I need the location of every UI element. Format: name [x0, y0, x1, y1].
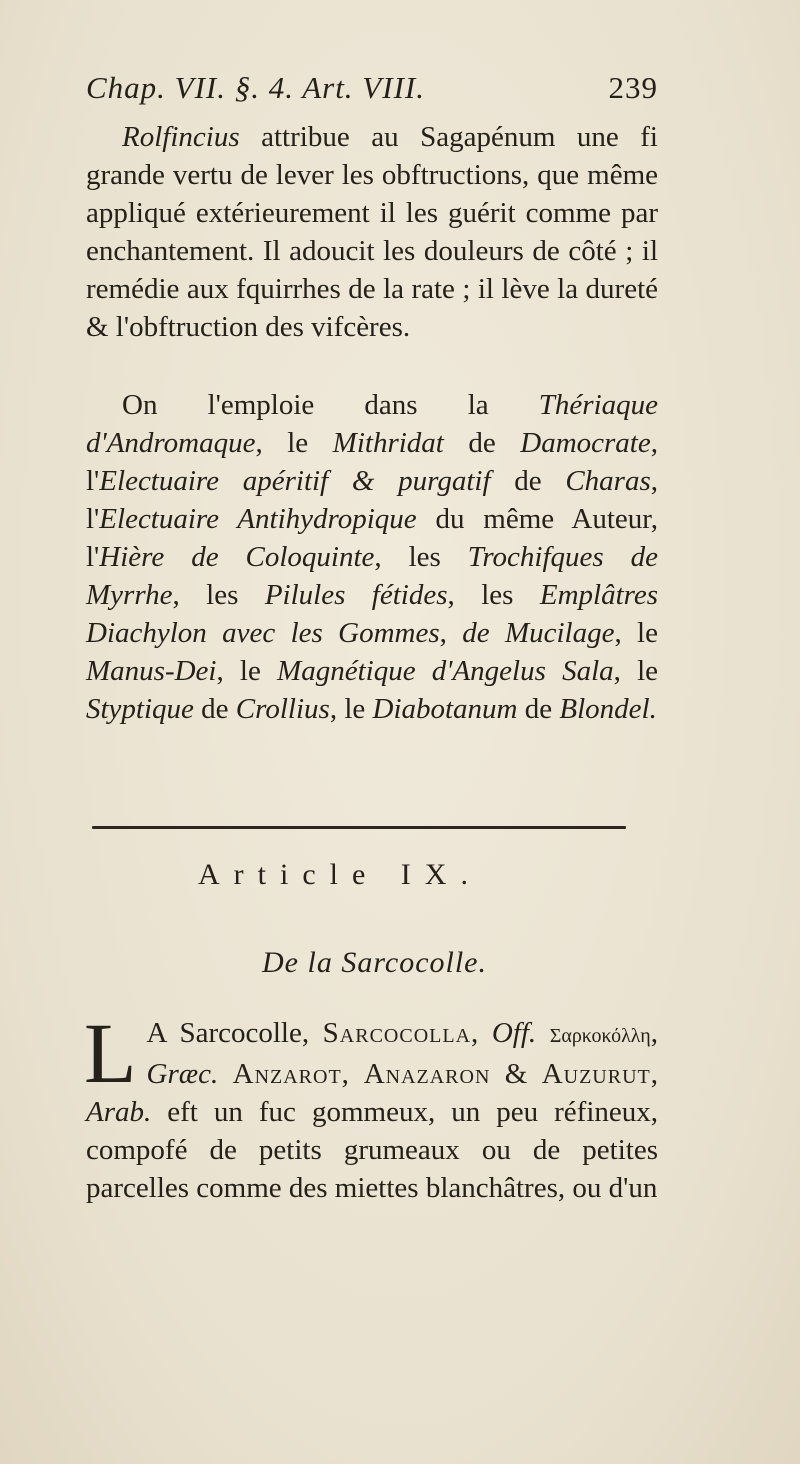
paragraph-text: attribue au Sagapénum une fi grande vertu de lever les obftructions, que même appliqué extérieurement il les guérit comme par enchantement. Il adoucit les douleurs de côté ; il remédie aux fquirrhes de la rate ; il lève la dureté & l'obftruction des vifcères.	[86, 121, 658, 343]
text-run: de	[193, 693, 236, 725]
arabic-name: Anzarot, Anazaron	[232, 1058, 491, 1090]
preparation-name: de Mucilage	[462, 617, 615, 649]
preparation-name: Thériaque d'Andromaque	[86, 389, 658, 459]
author-name: Damocrate	[520, 427, 651, 459]
text-run: &	[490, 1058, 542, 1090]
header-title: Chap. VII. §. 4. Art. VIII.	[86, 70, 425, 105]
author-name: Blondel.	[559, 693, 657, 725]
text-run: de	[490, 465, 566, 497]
preparation-name: Magnétique d'Angelus Sala	[277, 655, 614, 687]
text-run: ,	[471, 1017, 492, 1049]
article-subtitle: De la Sarcocolle.	[262, 946, 487, 979]
drop-cap: L	[84, 1005, 137, 1101]
preparation-name: Pilules fétides	[264, 579, 448, 611]
text-run: , le	[614, 617, 658, 649]
paragraph-rolfincius	[86, 118, 658, 346]
preparation-name: Electuaire apéritif & purgatif	[99, 465, 491, 497]
text-run	[536, 1017, 550, 1049]
article-heading: Article IX.	[198, 858, 482, 891]
text-run	[218, 1058, 232, 1090]
preparation-name: Manus-Dei	[86, 655, 217, 687]
section-divider	[92, 826, 626, 829]
text-run: , le	[329, 693, 373, 725]
author-name: Crollius	[235, 693, 330, 725]
running-header	[86, 70, 658, 114]
preparation-name: Emplâtres Diachylon avec les Gommes	[86, 579, 658, 649]
latin-name: Sarcocolla	[322, 1017, 472, 1049]
text-run: , l'	[86, 427, 658, 497]
paragraph-preparations	[86, 386, 658, 728]
text-run: de	[517, 693, 560, 725]
author-name: Charas	[565, 465, 651, 497]
abbreviation: Arab.	[86, 1096, 152, 1128]
text-run: On l'emploie dans la	[122, 389, 539, 421]
text-run: ,	[650, 1017, 659, 1049]
text-run: , le	[255, 427, 333, 459]
text-run: du même Auteur, l'	[86, 503, 659, 573]
paragraph-sarcocolle	[84, 1005, 659, 1207]
greek-name: Σαρκοκόλλη	[549, 1025, 651, 1047]
text-run: , l'	[86, 465, 658, 535]
preparation-name: Mithridat	[332, 427, 444, 459]
text-run: ,	[439, 617, 463, 649]
page-number: 239	[608, 70, 658, 105]
abbreviation: Græc.	[146, 1058, 219, 1090]
text-run: , les	[447, 579, 540, 611]
text-run: de	[443, 427, 521, 459]
preparation-name: Hière de Coloquinte	[99, 541, 375, 573]
text-run: eft un fuc gommeux, un peu réfineux, compofé de petits grumeaux ou de petites parcelles comme des miettes blanchâtres, ou d'un	[86, 1096, 658, 1204]
preparation-name: Diabotanum	[372, 693, 518, 725]
text-run: , les	[172, 579, 265, 611]
text-run: A Sarcocolle,	[146, 1017, 323, 1049]
arabic-name: Auzurut	[541, 1058, 651, 1090]
text-run: , le	[613, 655, 658, 687]
preparation-name: Trochifques de Myrrhe	[86, 541, 658, 611]
preparation-name: Styptique	[86, 693, 194, 725]
preparation-name: Electuaire Antihydropique	[99, 503, 417, 535]
text-run: , les	[374, 541, 468, 573]
author-name: Rolfincius	[122, 121, 240, 153]
text-run: ,	[650, 1058, 658, 1090]
text-run: , le	[216, 655, 278, 687]
abbreviation: Off.	[491, 1017, 537, 1049]
